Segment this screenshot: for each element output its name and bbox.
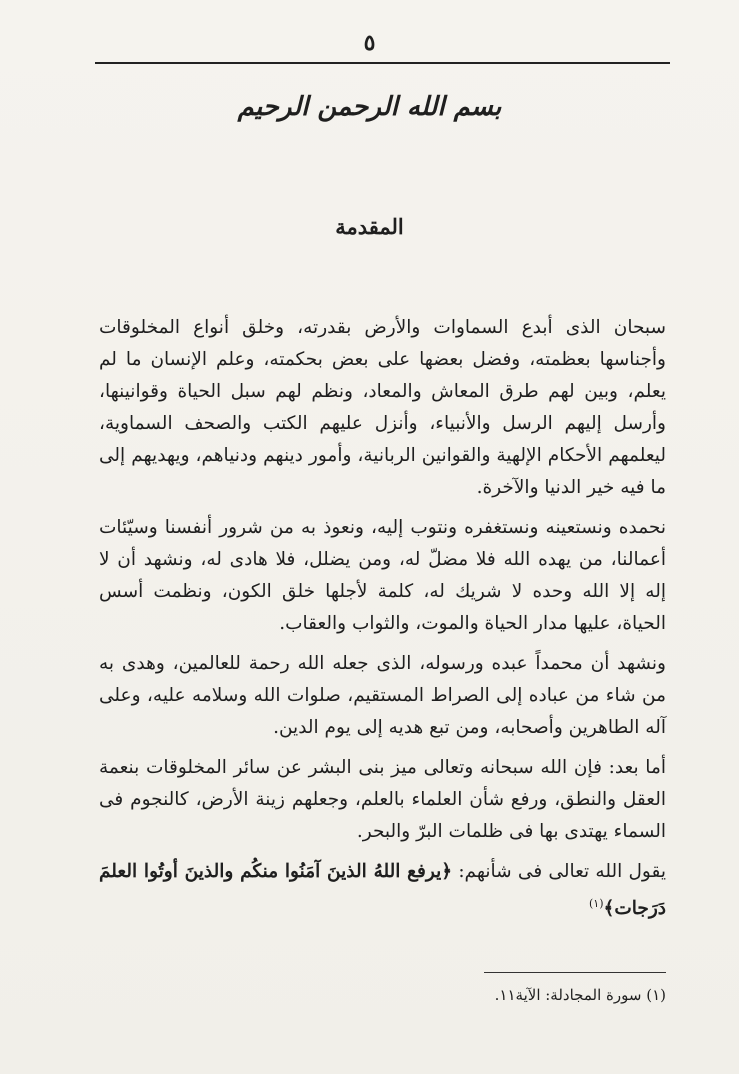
section-heading: المقدمة [335,214,404,239]
basmala-calligraphy: بسم الله الرحمن الرحيم [237,92,502,122]
header-rule [95,62,670,64]
footnote-reference: (١) [588,897,604,910]
paragraph-5 [99,856,666,925]
page-number: ٥ [363,30,376,56]
footnote-rule [484,972,666,973]
paragraph-2: نحمده ونستعينه ونستغفره ونتوب إليه، ونعوذ به من شرور أنفسنا وسيّئات أعمالنا، من يهده الله فلا مضلّ له، ومن يضلل، فلا هادى له، ونشهد أن لا إله إلا الله وحده لا شريك له، كلمة لأجلها خلق الكون، ونظمت أسس الحياة، عليها مدار الحياة والموت، والثواب والعقاب. [99,517,666,634]
paragraph-5-lead: يقول الله تعالى فى شأنهم: [458,861,666,882]
body-text [99,312,666,933]
quran-verse: ﴿يرفع اللهُ الذينَ آمَنُوا منكُم والذينَ أوتُوا العلمَ دَرَجات﴾ [99,861,666,920]
paragraph-1: سبحان الذى أبدع السماوات والأرض بقدرته، وخلق أنواع المخلوقات وأجناسها بعظمته، وفضل بعضها على بعض بحكمته، وعلم الإنسان ما لم يعلم، وبين لهم طرق المعاش والمعاد، ونظم لهم سبل الحياة وقوانينها، وأرسل إليهم الرسل والأنبياء، وأنزل عليهم الكتب والصحف السماوية، ليعلمهم الأحكام الإلهية والقوانين الربانية، وأمور دينهم ودنياهم، ويهديهم إلى ما فيه خير الدنيا والآخرة. [99,317,666,498]
paragraph-4: أما بعد: فإن الله سبحانه وتعالى ميز بنى البشر عن سائر المخلوقات بنعمة العقل والنطق، ورفع شأن العلماء بالعلم، وجعلهم زينة الأرض، كالنجوم فى السماء يهتدى بها فى ظلمات البرّ والبحر. [99,757,666,842]
footnote: (١) سورة المجادلة: الآية١١. [494,986,666,1004]
paragraph-3: ونشهد أن محمداً عبده ورسوله، الذى جعله الله رحمة للعالمين، وهدى به من شاء من عباده إلى الصراط المستقيم، صلوات الله وسلامه عليه، وعلى آله الطاهرين وأصحابه، ومن تبع هديه إلى يوم الدين. [99,653,666,738]
